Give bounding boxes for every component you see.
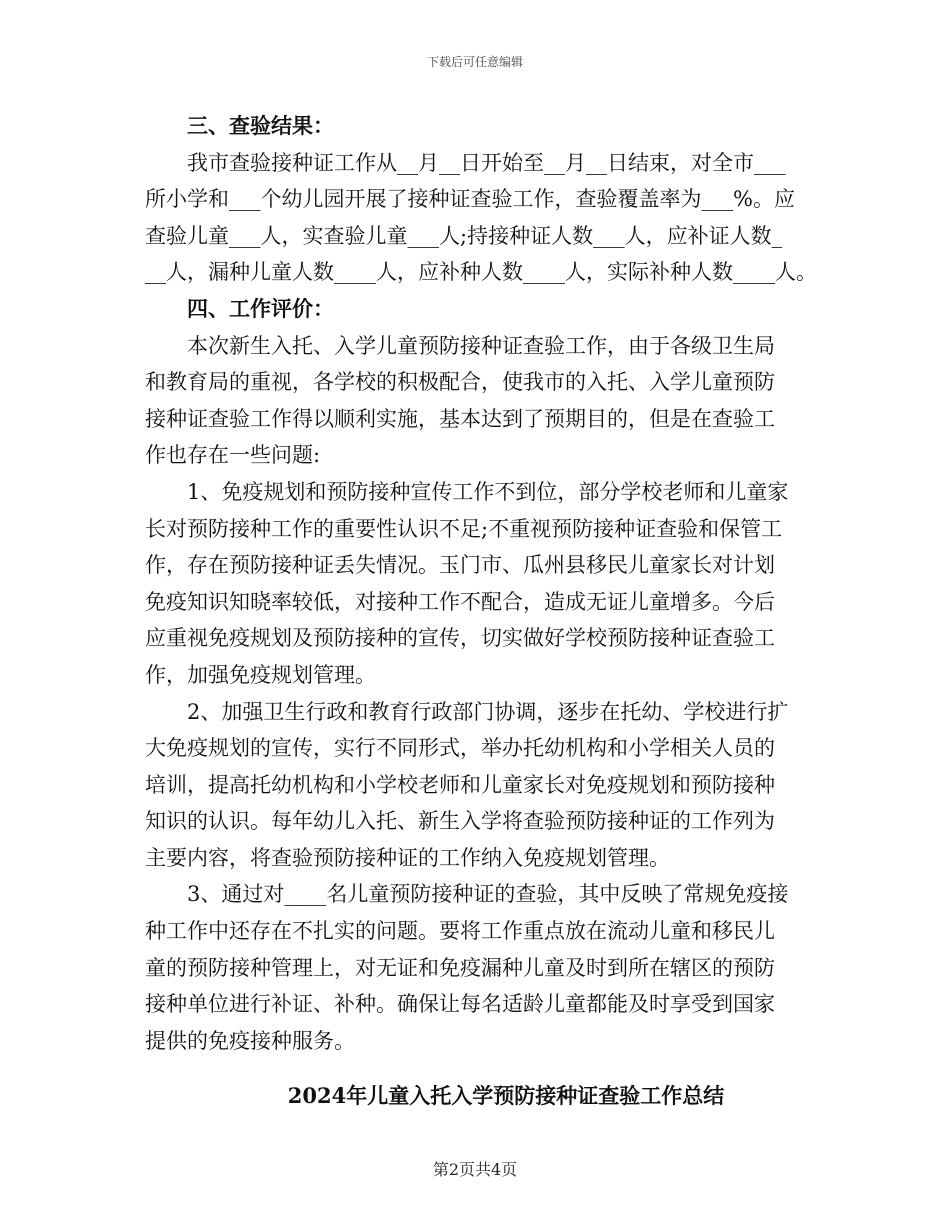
paragraph-line: 长对预防接种工作的重要性认识不足;不重视预防接种证查验和保管工 — [145, 516, 783, 541]
paragraph-line: 接种证查验工作得以顺利实施，基本达到了预期目的，但是在查验工 — [145, 406, 775, 431]
paragraph-line: 查验儿童___人，实查验儿童___人;持接种证人数___人，应补证人数_ — [145, 223, 783, 248]
paragraph-line: 作，加强免疫规划管理。 — [145, 662, 376, 687]
paragraph-line: 作，存在预防接种证丢失情况。玉门市、瓜州县移民儿童家长对计划 — [145, 553, 775, 578]
paragraph-line: 培训，提高托幼机构和小学校老师和儿童家长对免疫规划和预防接种 — [145, 772, 775, 797]
section-heading-evaluation: 四、工作评价： — [187, 295, 334, 321]
paragraph-line: 主要内容，将查验预防接种证的工作纳入免疫规划管理。 — [145, 845, 670, 870]
paragraph-line: __人，漏种儿童人数____人，应补种人数____人，实际补种人数____人。 — [145, 260, 817, 285]
section-heading-results: 三、查验结果： — [187, 113, 334, 138]
paragraph-line: 接种单位进行补证、补种。确保让每名适龄儿童都能及时享受到国家 — [145, 992, 775, 1017]
paragraph-line: 免疫知识知晓率较低，对接种工作不配合，造成无证儿童增多。今后 — [145, 589, 775, 614]
paragraph-line: 童的预防接种管理上，对无证和免疫漏种儿童及时到所在辖区的预防 — [145, 955, 775, 980]
paragraph-line: 1、免疫规划和预防接种宣传工作不到位，部分学校老师和儿童家 — [187, 479, 789, 504]
paragraph-line: 种工作中还存在不扎实的问题。要将工作重点放在流动儿童和移民儿 — [145, 919, 775, 944]
paragraph-line: 应重视免疫规划及预防接种的宣传，切实做好学校预防接种证查验工 — [145, 626, 775, 651]
paragraph-line: 2、加强卫生行政和教育行政部门协调，逐步在托幼、学校进行扩 — [187, 699, 789, 724]
paragraph-line: 知识的认识。每年幼儿入托、新生入学将查验预防接种证的工作列为 — [145, 809, 775, 834]
page-number: 第2页共4页 — [432, 1160, 518, 1179]
paragraph-line: 和教育局的重视，各学校的积极配合，使我市的入托、入学儿童预防 — [145, 370, 775, 395]
paragraph-line: 提供的免疫接种服务。 — [145, 1028, 355, 1053]
paragraph-line: 3、通过对____名儿童预防接种证的查验，其中反映了常规免疫接 — [187, 882, 789, 907]
paragraph-line: 所小学和___个幼儿园开展了接种证查验工作，查验覆盖率为___%。应 — [145, 187, 795, 212]
document-body — [145, 108, 817, 1059]
next-document-title: 2024年儿童入托入学预防接种证查验工作总结 — [287, 1083, 725, 1108]
paragraph-line: 大免疫规划的宣传，实行不同形式，举办托幼机构和小学相关人员的 — [145, 736, 775, 761]
header-note: 下载后可任意编辑 — [426, 55, 523, 69]
paragraph-line: 我市查验接种证工作从__月__日开始至__月__日结束，对全市___ — [187, 150, 786, 175]
paragraph-line: 本次新生入托、入学儿童预防接种证查验工作，由于各级卫生局 — [187, 333, 775, 358]
paragraph-line: 作也存在一些问题: — [145, 443, 321, 468]
